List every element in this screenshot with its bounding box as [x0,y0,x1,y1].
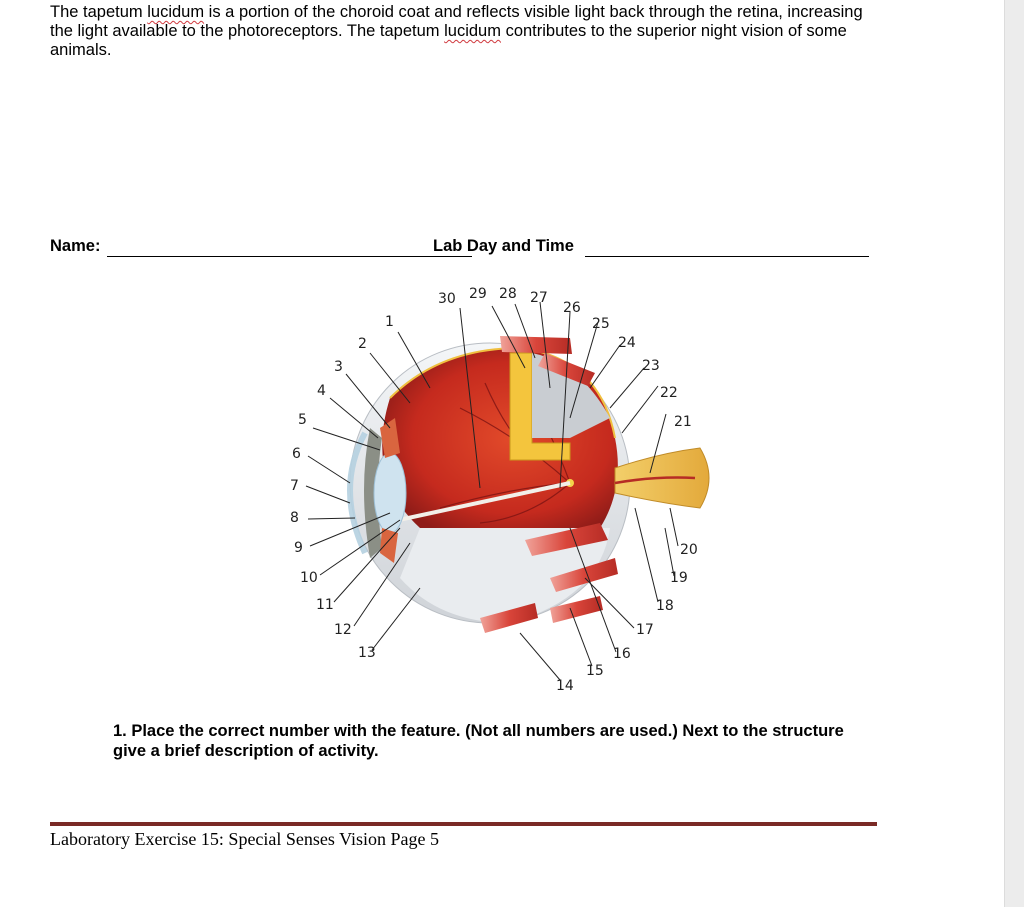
spellcheck-word-1: lucidum [147,3,205,21]
intro-paragraph [50,3,890,60]
callout-19: 19 [670,570,688,586]
intro-text-1: The tapetum [50,3,148,21]
page-footer: Laboratory Exercise 15: Special Senses Vision Page 5 [50,829,439,849]
callout-10: 10 [300,570,318,586]
callout-8: 8 [290,510,299,526]
callout-18: 18 [656,598,674,614]
name-label: Name: [50,237,101,255]
lab-day-time-label: Lab Day and Time [433,237,574,255]
lab-day-time-blank-line[interactable] [585,256,869,257]
callout-25: 25 [592,316,610,332]
callout-30: 30 [438,291,456,307]
callout-13: 13 [358,645,376,661]
callout-1: 1 [385,314,394,330]
callout-16: 16 [613,646,631,662]
callout-3: 3 [334,359,343,375]
intro-text-2: is a portion of the choroid coat and reflects visible light back through the retina, increasing the light available to the photoreceptors. The tapetum [50,3,863,40]
eye-anatomy-diagram [270,278,730,698]
name-blank-line[interactable] [107,256,472,257]
name-row [50,237,880,261]
callout-20: 20 [680,542,698,558]
callout-9: 9 [294,540,303,556]
callout-21: 21 [674,414,692,430]
callout-7: 7 [290,478,299,494]
callout-11: 11 [316,597,334,613]
spellcheck-word-2: lucidum [444,22,501,40]
callout-15: 15 [586,663,604,679]
callout-24: 24 [618,335,636,351]
callout-23: 23 [642,358,660,374]
callout-14: 14 [556,678,574,694]
callout-4: 4 [317,383,326,399]
callout-22: 22 [660,385,678,401]
callout-5: 5 [298,412,307,428]
callout-29: 29 [469,286,487,302]
callout-26: 26 [563,300,581,316]
callout-17: 17 [636,622,654,638]
callout-27: 27 [530,290,548,306]
callout-2: 2 [358,336,367,352]
callout-12: 12 [334,622,352,638]
window-scroll-gutter[interactable] [1004,0,1024,907]
callout-6: 6 [292,446,301,462]
callout-28: 28 [499,286,517,302]
intro-text-3: contributes to the superior night vision of some animals. [50,22,847,59]
question-1: 1. Place the correct number with the feature. (Not all numbers are used.) Next to the structure give a brief description of activity. [113,722,844,760]
footer-rule [50,822,877,826]
